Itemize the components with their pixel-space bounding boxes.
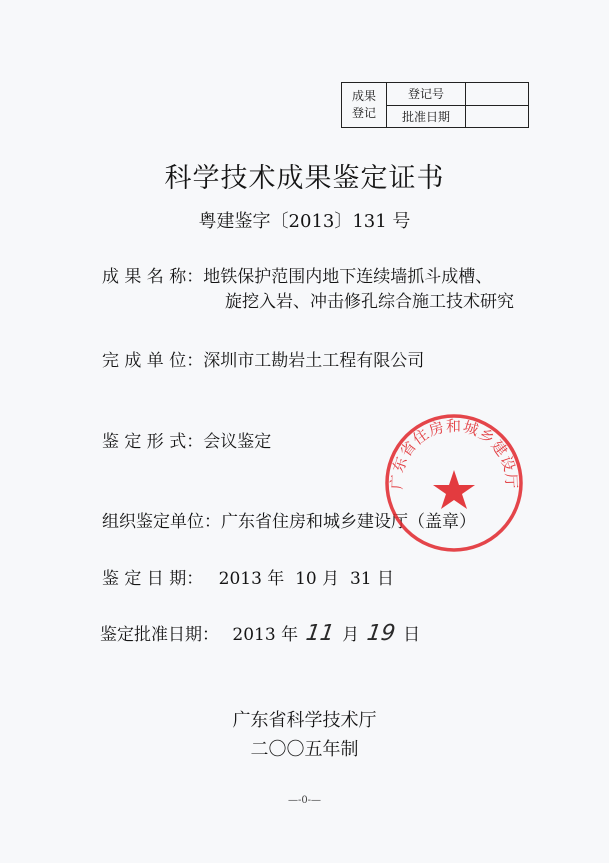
appraisal-form-label: 鉴 定 形 式： — [102, 432, 204, 452]
page-number: —-0-— — [287, 795, 322, 806]
issuer-printed-year: 二〇〇五年制 — [250, 739, 359, 760]
approval-date-value — [466, 106, 528, 128]
reg-no-label: 登记号 — [387, 83, 465, 106]
completing-unit-label: 完 成 单 位： — [102, 351, 204, 371]
appraisal-form-row — [102, 427, 271, 452]
approval-month-unit: 月 — [342, 625, 360, 645]
achievement-name-row — [102, 262, 492, 287]
approval-date-field-label: 鉴定批准日期： — [100, 625, 219, 645]
achievement-name-row-2 — [225, 287, 514, 312]
issuer-name: 广东省科学技术厅 — [232, 710, 377, 731]
official-seal — [383, 412, 525, 554]
appraisal-date-label: 鉴 定 日 期： — [102, 569, 204, 589]
seal-text: 广东省住房和城乡建设厅 — [387, 417, 521, 490]
appraisal-date-row — [102, 564, 394, 589]
registration-box — [341, 82, 529, 128]
approval-date-label: 批准日期 — [401, 109, 450, 124]
completing-unit-value: 深圳市工勘岩土工程有限公司 — [203, 351, 425, 371]
achievement-name-label: 成 果 名 称： — [102, 267, 204, 287]
approval-date-row — [100, 620, 420, 646]
achievement-name-line1: 地铁保护范围内地下连续墙抓斗成槽、 — [203, 267, 493, 287]
document-number: 粤建鉴字〔2013〕131 号 — [198, 211, 411, 232]
approval-day-handwritten: 19 — [365, 621, 397, 646]
reg-no-value — [466, 83, 528, 106]
approval-month-handwritten: 11 — [304, 621, 336, 646]
seal-star-icon — [433, 470, 475, 509]
document-title: 科学技术成果鉴定证书 — [164, 163, 445, 194]
registration-label-line2: 登记 — [351, 106, 376, 120]
appraisal-form-value: 会议鉴定 — [203, 432, 272, 452]
registration-group-label — [342, 83, 387, 127]
organizer-value: 广东省住房和城乡建设厅（盖章） — [221, 512, 476, 532]
approval-day-unit: 日 — [403, 625, 421, 645]
appraisal-date-value: 2013 年 10 月 31 日 — [218, 569, 394, 589]
approval-year: 2013 年 — [232, 625, 299, 645]
achievement-name-line2: 旋挖入岩、冲击修孔综合施工技术研究 — [225, 292, 514, 312]
registration-label-line1: 成果 — [351, 89, 376, 103]
organizer-label: 组织鉴定单位： — [102, 512, 221, 532]
completing-unit-row — [102, 346, 424, 371]
